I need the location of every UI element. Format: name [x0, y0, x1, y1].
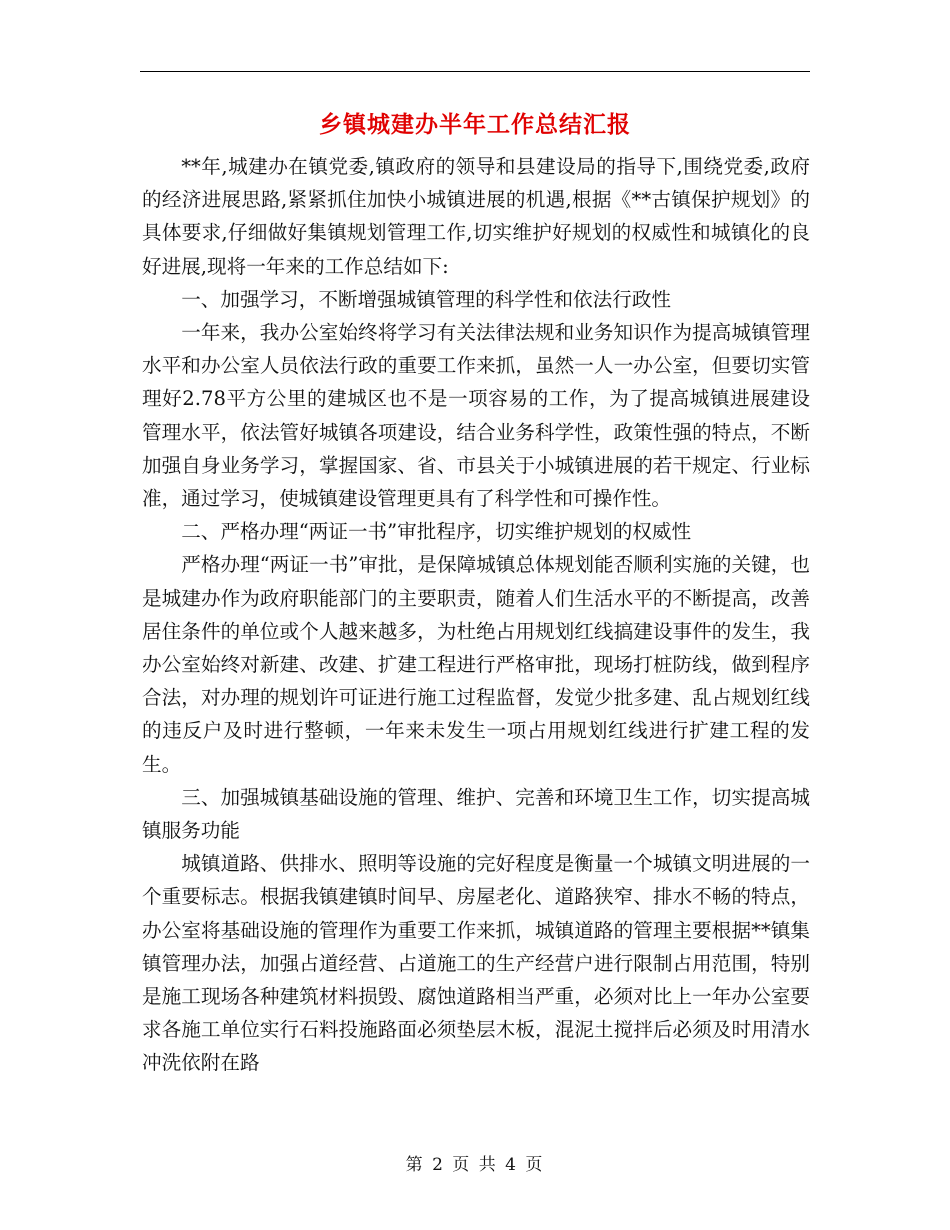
paragraph-section-1: 一年来，我办公室始终将学习有关法律法规和业务知识作为提高城镇管理水平和办公室人员依法行政的重要工作来抓，虽然一人一办公室，但要切实管理好2.78平方公里的建城区也不是一项容易的工作，为了提高城镇进展建设管理水平，依法管好城镇各项建设，结合业务科学性，政策性强的特点，不断加强自身业务学习，掌握国家、省、市县关于小城镇进展的若干规定、行业标准，通过学习，使城镇建设管理更具有了科学性和可操作性。	[142, 321, 810, 511]
document-title: 乡镇城建办半年工作总结汇报	[319, 111, 631, 138]
header-rule	[140, 71, 810, 72]
section-heading-3: 三、加强城镇基础设施的管理、维护、完善和环境卫生工作，切实提高城镇服务功能	[142, 785, 810, 843]
paragraph-intro: **年,城建办在镇党委,镇政府的领导和县建设局的指导下,围绕党委,政府的经济进展思路,紧紧抓住加快小城镇进展的机遇,根据《**古镇保护规划》的具体要求,仔细做好集镇规划管理工作,切实维护好规划的权威性和城镇化的良好进展,现将一年来的工作总结如下:	[142, 155, 810, 278]
paragraph-section-3: 城镇道路、供排水、照明等设施的完好程度是衡量一个城镇文明进展的一个重要标志。根据我镇建镇时间早、房屋老化、道路狭窄、排水不畅的特点，办公室将基础设施的管理作为重要工作来抓，城镇道路的管理主要根据**镇集镇管理办法，加强占道经营、占道施工的生产经营户进行限制占用范围，特别是施工现场各种建筑材料损毁、腐蚀道路相当严重，必须对比上一年办公室要求各施工单位实行石料投施路面必须垫层木板，混泥土搅拌后必须及时用清水冲洗依附在路	[142, 852, 810, 1075]
page-number-footer: 第 2 页 共 4 页	[405, 1155, 545, 1175]
paragraph-section-2: 严格办理“两证一书”审批，是保障城镇总体规划能否顺利实施的关键，也是城建办作为政府职能部门的主要职责，随着人们生活水平的不断提高，改善居住条件的单位或个人越来越多，为杜绝占用规划红线搞建设事件的发生，我办公室始终对新建、改建、扩建工程进行严格审批，现场打桩防线，做到程序合法，对办理的规划许可证进行施工过程监督，发觉少批多建、乱占规划红线的违反户及时进行整顿，一年来未发生一项占用规划红线进行扩建工程的发生。	[142, 553, 810, 776]
document-body	[142, 150, 810, 1080]
section-heading-1: 一、加强学习，不断增强城镇管理的科学性和依法行政性	[181, 287, 672, 311]
section-heading-2: 二、严格办理“两证一书”审批程序，切实维护规划的权威性	[181, 520, 692, 544]
